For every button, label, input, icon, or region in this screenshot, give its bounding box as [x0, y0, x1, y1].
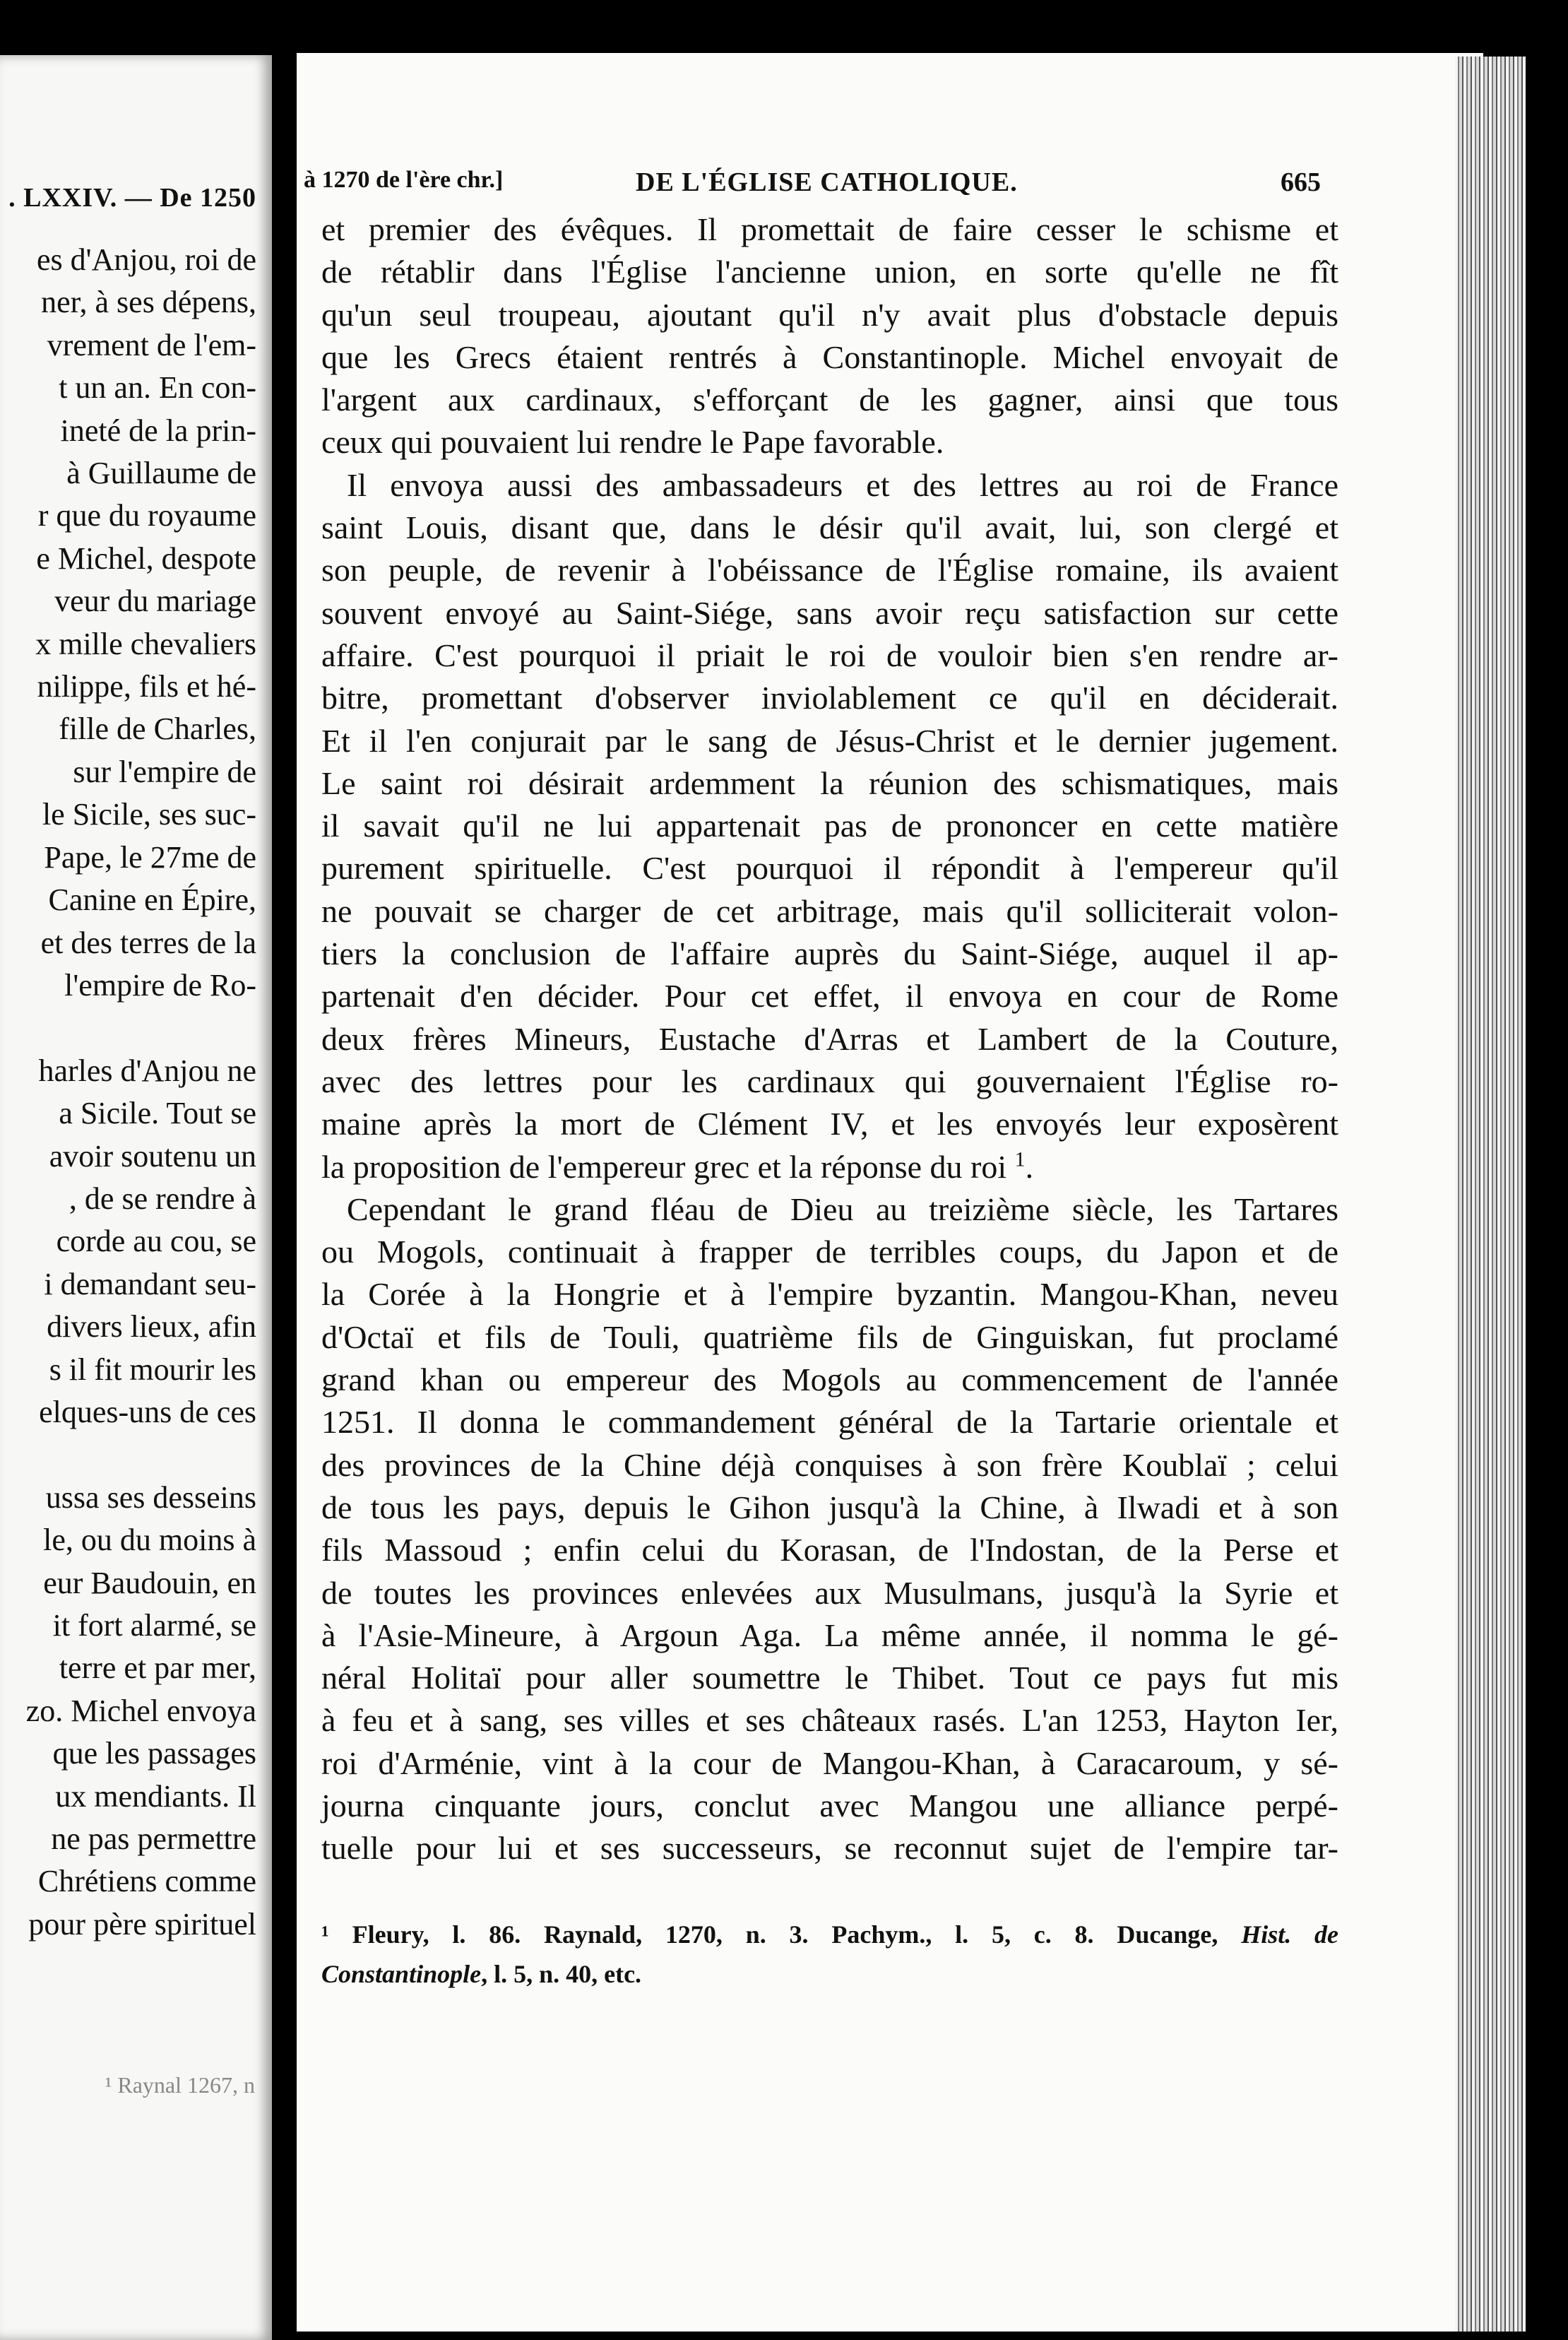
body-text-line [321, 1529, 1338, 1571]
body-text-line-content: de rétablir dans l'Église l'ancienne union, en sorte qu'elle ne fît [321, 254, 1338, 290]
left-text-line: Chrétiens comme [37, 1864, 256, 1899]
body-text-line-content: roi d'Arménie, vint à la cour de Mangou-Khan, à Caracaroum, y sé- [321, 1744, 1338, 1781]
body-text-line-content: Le saint roi désirait ardemment la réunion des schismatiques, mais [321, 764, 1338, 801]
body-text-line [321, 1657, 1338, 1699]
body-text-line-content: maine après la mort de Clément IV, et les envoyés leur exposèrent [321, 1106, 1338, 1142]
body-text-line-content: bitre, promettant d'observer inviolablement ce qu'il en déciderait. [321, 680, 1338, 716]
left-text-line [0, 1007, 256, 1049]
body-text-line-content: de tous les pays, depuis le Gihon jusqu'à la Chine, à Ilwadi et à son [321, 1489, 1338, 1525]
body-text-line [321, 1060, 1338, 1103]
body-text-line [321, 720, 1338, 762]
left-text-line: le, ou du moins à [43, 1523, 256, 1558]
left-text-line: divers lieux, afin [47, 1309, 256, 1345]
left-text-line: a Sicile. Tout se [59, 1096, 256, 1131]
body-text-line-content: à l'Asie-Mineure, à Argoun Aga. La même année, il nomma le gé- [321, 1617, 1338, 1653]
body-text-line-content: ne pouvait se charger de cet arbitrage, mais qu'il solliciterait volon- [321, 892, 1338, 929]
left-text-line: ineté de la prin- [60, 413, 256, 448]
body-text-line-content: 1251. Il donna le commandement général de la Tartarie orientale et [321, 1404, 1338, 1441]
body-text-line [321, 507, 1338, 549]
left-text-line: nilippe, fils et hé- [37, 669, 256, 704]
footnote-marker: 1 [1014, 1147, 1026, 1171]
body-text-line-content: journa cinquante jours, conclut avec Mangou une alliance perpé- [321, 1787, 1338, 1824]
body-text-line [321, 1188, 1338, 1231]
body-text-line [321, 251, 1338, 293]
body-text-line [321, 1614, 1338, 1657]
body-text-line-content: l'argent aux cardinaux, s'efforçant de les gagner, ainsi que tous [321, 382, 1338, 418]
left-text-line: elques-uns de ces [39, 1394, 256, 1429]
body-text-line [321, 1785, 1338, 1827]
left-text-line: terre et par mer, [59, 1650, 256, 1686]
body-text-line [321, 1316, 1338, 1359]
body-text-line [321, 336, 1338, 379]
body-text-line-content: avec des lettres pour les cardinaux qui gouvernaient l'Église ro- [321, 1063, 1338, 1099]
body-text-line [321, 1103, 1338, 1145]
body-text-line [321, 1827, 1338, 1869]
body-text-line-content: tuelle pour lui et ses successeurs, se reconnut sujet de l'empire tar- [321, 1830, 1338, 1867]
footnote-work-title: Constantinople [321, 1960, 482, 1988]
body-text-line [321, 1742, 1338, 1785]
left-text-line: que les passages [52, 1736, 256, 1771]
left-text-line: à Guillaume de [66, 456, 256, 491]
body-text-line-content: partenait d'en décider. Pour cet effet, il envoya en cour de Rome [321, 978, 1338, 1015]
footnote-line [321, 1954, 1338, 1994]
body-text-line-content: souvent envoyé au Saint-Siége, sans avoir reçu satisfaction sur cette [321, 594, 1338, 631]
body-text-line-content: purement spirituelle. C'est pourquoi il répondit à l'empereur qu'il [321, 850, 1338, 887]
body-text-line [321, 1444, 1338, 1487]
body-text-line-content: néral Holitaï pour aller soumettre le Thibet. Tout ce pays fut mis [321, 1660, 1338, 1696]
left-text-line: ne pas permettre [51, 1821, 256, 1857]
running-head [304, 167, 1321, 202]
left-running-head: . LXXIV. — De 1250 [8, 183, 256, 213]
body-text-line-content: il savait qu'il ne lui appartenait pas de prononcer en cette matière [321, 808, 1338, 844]
body-text-line [321, 549, 1338, 591]
body-text-line-content: ceux qui pouvaient lui rendre le Pape favorable. [321, 424, 944, 461]
body-text-line-content: Cependant le grand fléau de Dieu au treizième siècle, les Tartares [347, 1190, 1338, 1227]
left-text-line: zo. Michel envoya [25, 1693, 256, 1728]
left-text-line: ner, à ses dépens, [41, 285, 256, 320]
body-text-line-content: qu'un seul troupeau, ajoutant qu'il n'y avait plus d'obstacle depuis [321, 296, 1338, 333]
page-edges [1455, 57, 1526, 2332]
body-text-line [321, 1487, 1338, 1529]
body-text-line [321, 677, 1338, 719]
body-text-line [321, 1401, 1338, 1443]
body-text-line-content: deux frères Mineurs, Eustache d'Arras et Lambert de la Couture, [321, 1020, 1338, 1057]
body-text-line-content: des provinces de la Chine déjà conquises à son frère Koublaï ; celui [321, 1446, 1338, 1483]
footnote-line [321, 1915, 1338, 1954]
body-text-line: la proposition de l'empereur grec et la réponse du roi $^1$. [321, 1147, 1034, 1185]
left-text-line: l'empire de Ro- [64, 967, 256, 1003]
body-text-line [321, 805, 1338, 847]
left-text-line: e Michel, despote [36, 540, 256, 576]
left-text-line: x mille chevaliers [35, 626, 256, 661]
left-text-line: pour père spirituel [28, 1906, 256, 1942]
left-text-line: le Sicile, ses suc- [42, 797, 256, 832]
body-text-line [321, 634, 1338, 677]
body-text-line [321, 890, 1338, 933]
body-text-line-content: son peuple, de revenir à l'obéissance de l'Église romaine, ils avaient [321, 552, 1338, 589]
body-text-line [321, 762, 1338, 805]
left-text-line: Canine en Épire, [48, 882, 256, 918]
running-head-title: DE L'ÉGLISE CATHOLIQUE. [636, 167, 1018, 197]
body-text-line-content: la Corée à la Hongrie et à l'empire byzantin. Mangou-Khan, neveu [321, 1276, 1338, 1313]
body-text-line [321, 592, 1338, 634]
body-text-line-content: que les Grecs étaient rentrés à Constantinople. Michel envoyait de [321, 338, 1338, 375]
left-text-line: vrement de l'em- [47, 327, 256, 362]
left-text-line: es d'Anjou, roi de [37, 242, 256, 277]
left-text-line: eur Baudouin, en [43, 1565, 256, 1600]
body-text-line [321, 1699, 1338, 1742]
body-text-line [321, 421, 1338, 463]
left-text-line: harles d'Anjou ne [38, 1053, 256, 1088]
page-number: 665 [1281, 167, 1321, 197]
left-text-line: veur du mariage [54, 584, 256, 619]
left-footnote-fragment: ¹ Raynal 1267, n [105, 2072, 255, 2098]
body-text-line [321, 464, 1338, 507]
left-text-column [0, 239, 256, 1946]
body-text-line-content: tiers la conclusion de l'affaire auprès du Saint-Siége, auquel il ap- [321, 935, 1338, 972]
body-text-line [321, 847, 1338, 890]
left-text-line [0, 1434, 256, 1476]
left-text-line: sur l'empire de [73, 754, 256, 789]
footnote-citation: ¹ Fleury, l. 86. Raynald, 1270, n. 3. Pachym., l. 5, c. 8. Ducange, [321, 1920, 1218, 1949]
body-text-line-content: et premier des évêques. Il promettait de faire cesser le schisme et [321, 211, 1338, 247]
body-text-line [321, 975, 1338, 1017]
body-text-line-content: grand khan ou empereur des Mogols au commencement de l'année [321, 1361, 1338, 1398]
left-text-line: et des terres de la [40, 925, 256, 960]
left-text-line: r que du royaume [37, 498, 256, 533]
body-text-line [321, 1018, 1338, 1060]
left-text-line: s il fit mourir les [49, 1352, 256, 1387]
body-text-line-content: ou Mogols, continuait à frapper de terribles coups, du Japon et de [321, 1234, 1338, 1270]
body-text-line [321, 379, 1338, 421]
body-text-line [321, 1231, 1338, 1273]
footnote-work-title: Hist. de [1241, 1920, 1338, 1949]
left-text-line: it fort alarmé, se [52, 1608, 256, 1643]
body-text-line-content: Il envoya aussi des ambassadeurs et des lettres au roi de France [347, 466, 1338, 503]
left-text-line: ussa ses desseins [45, 1479, 256, 1515]
body-text-line-content: d'Octaï et fils de Touli, quatrième fils de Ginguiskan, fut proclamé [321, 1318, 1338, 1355]
left-text-line: t un an. En con- [59, 370, 256, 406]
left-text-line: ux mendiants. Il [55, 1778, 256, 1814]
body-text-line-content: à feu et à sang, ses villes et ses châteaux rasés. L'an 1253, Hayton Ier, [321, 1702, 1338, 1739]
body-text [321, 208, 1338, 1870]
running-head-date-range: à 1270 de l'ère chr.] [304, 167, 504, 193]
body-text-line [321, 933, 1338, 975]
body-text-line-content: saint Louis, disant que, dans le désir qu'il avait, lui, son clergé et [321, 509, 1338, 546]
left-text-line: Pape, le 27me de [44, 839, 256, 875]
body-text-line-content: affaire. C'est pourquoi il priait le roi de vouloir bien s'en rendre ar- [321, 637, 1338, 673]
body-text-line [321, 208, 1338, 251]
body-text-line [321, 1359, 1338, 1401]
body-text-line-content: Et il l'en conjurait par le sang de Jésus-Christ et le dernier jugement. [321, 722, 1338, 759]
left-text-line: i demandant seu- [44, 1266, 256, 1301]
body-text-line [321, 1273, 1338, 1316]
left-text-line: fille de Charles, [59, 711, 256, 747]
body-text-line-content: la proposition de l'empereur grec et la réponse du roi [321, 1148, 1007, 1185]
left-text-line: corde au cou, se [56, 1224, 256, 1259]
left-page [0, 55, 272, 2340]
footnote-citation: , l. 5, n. 40, etc. [481, 1960, 642, 1988]
body-text-line-content: fils Massoud ; enfin celui du Korasan, de l'Indostan, de la Perse et [321, 1532, 1338, 1568]
left-text-line: avoir soutenu un [49, 1138, 256, 1174]
left-text-line: , de se rendre à [69, 1181, 256, 1216]
footnote [321, 1915, 1338, 1994]
body-text-line-content: de toutes les provinces enlevées aux Musulmans, jusqu'à la Syrie et [321, 1574, 1338, 1611]
body-text-line [321, 294, 1338, 336]
body-text-line [321, 1572, 1338, 1614]
